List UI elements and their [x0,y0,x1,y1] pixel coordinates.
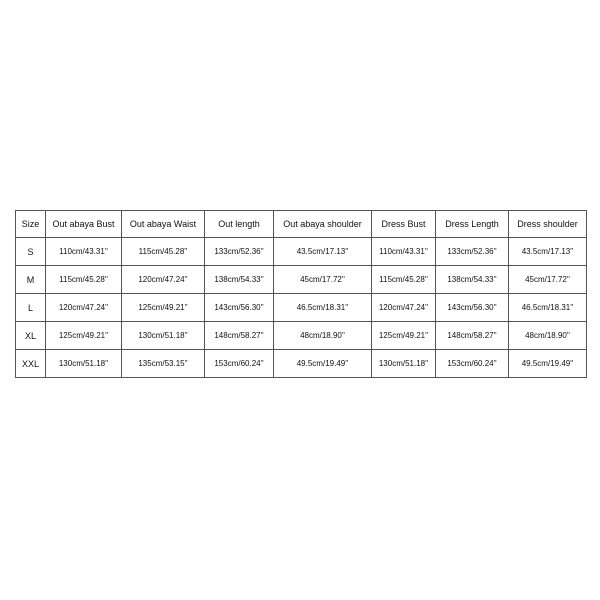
table-cell: 46.5cm/18.31'' [274,294,372,322]
table-cell: 143cm/56.30'' [436,294,509,322]
table-cell: 138cm/54.33'' [205,266,274,294]
table-cell: 48cm/18.90'' [274,322,372,350]
size-cell: M [16,266,46,294]
table-cell: 45cm/17.72'' [274,266,372,294]
table-cell: 130cm/51.18'' [122,322,205,350]
table-cell: 125cm/49.21'' [372,322,436,350]
table-cell: 115cm/45.28'' [372,266,436,294]
header-out-abaya-shoulder: Out abaya shoulder [274,211,372,238]
header-out-abaya-bust: Out abaya Bust [46,211,122,238]
table-cell: 125cm/49.21'' [122,294,205,322]
table-row [16,294,587,322]
header-dress-shoulder: Dress shoulder [509,211,587,238]
size-cell: XL [16,322,46,350]
table-cell: 115cm/45.28'' [46,266,122,294]
table-cell: 125cm/49.21'' [46,322,122,350]
table-cell: 110cm/43.31'' [372,238,436,266]
table-cell: 148cm/58.27'' [205,322,274,350]
table-cell: 43.5cm/17.13'' [274,238,372,266]
table-header [16,211,587,238]
header-row [16,211,587,238]
table-cell: 153cm/60.24'' [436,350,509,378]
table-cell: 143cm/56.30'' [205,294,274,322]
header-size: Size [16,211,46,238]
size-cell: L [16,294,46,322]
header-dress-length: Dress Length [436,211,509,238]
table-cell: 46.5cm/18.31'' [509,294,587,322]
table-cell: 138cm/54.33'' [436,266,509,294]
table-row [16,238,587,266]
size-chart-table [15,210,587,378]
header-out-length: Out length [205,211,274,238]
table-cell: 120cm/47.24'' [372,294,436,322]
table-cell: 133cm/52.36'' [205,238,274,266]
table-row [16,322,587,350]
table-cell: 120cm/47.24'' [46,294,122,322]
table-cell: 133cm/52.36'' [436,238,509,266]
table-row [16,350,587,378]
table-cell: 153cm/60.24'' [205,350,274,378]
header-dress-bust: Dress Bust [372,211,436,238]
size-cell: S [16,238,46,266]
table-cell: 120cm/47.24'' [122,266,205,294]
table-cell: 49.5cm/19.49'' [509,350,587,378]
table-body [16,238,587,378]
table-row [16,266,587,294]
table-cell: 110cm/43.31'' [46,238,122,266]
table-cell: 48cm/18.90'' [509,322,587,350]
table-cell: 135cm/53.15'' [122,350,205,378]
table-cell: 49.5cm/19.49'' [274,350,372,378]
table-cell: 43.5cm/17.13'' [509,238,587,266]
table-cell: 148cm/58.27'' [436,322,509,350]
header-out-abaya-waist: Out abaya Waist [122,211,205,238]
table-cell: 130cm/51.18'' [372,350,436,378]
size-cell: XXL [16,350,46,378]
table-cell: 45cm/17.72'' [509,266,587,294]
table-cell: 130cm/51.18'' [46,350,122,378]
table-cell: 115cm/45.28'' [122,238,205,266]
